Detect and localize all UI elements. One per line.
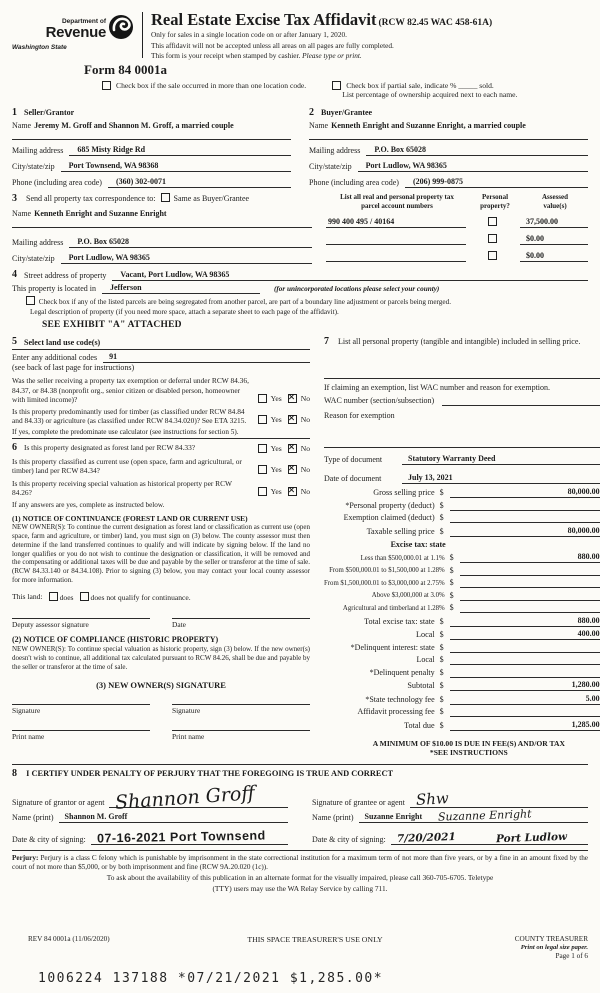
logo-state-text: Washington State: [12, 44, 67, 51]
header-divider: [142, 12, 143, 58]
logo-revenue-text: Revenue: [45, 23, 106, 41]
grantee-city: Port Ludlow: [495, 831, 567, 846]
calculator-note: If yes, complete the predominate use calculator (see instructions for section 5).: [12, 428, 310, 439]
header-note-1: Only for sales in a single location code on or after January 1, 2020.: [151, 30, 347, 39]
grantee-date: 7/20/2021: [396, 831, 456, 846]
buyer-name-label: Name: [309, 121, 329, 131]
partial-sale-label: Check box if partial sale, indicate % _____ sold.: [346, 80, 494, 90]
no-checkbox: [288, 415, 297, 424]
parcel-row: [326, 234, 588, 245]
buyer-grantee-section: [309, 107, 588, 189]
seller-mailing-label: Mailing address: [12, 146, 64, 156]
agricultural-row: Agricultural and timberland at 1.28% $: [324, 603, 600, 613]
section-5-number: 5: [12, 335, 17, 347]
county-value: Jefferson: [102, 283, 260, 294]
same-as-buyer-checkbox: [161, 193, 170, 202]
total-excise-state-row: Total excise tax: state $ 880.00: [324, 616, 600, 627]
treasurer-stamp: 1006224 137188 *07/21/2021 $1,285.00*: [38, 970, 384, 986]
delinquent-penalty-row: *Delinquent penalty $: [324, 668, 600, 678]
exemption-note: If claiming an exemption, list WAC number and reason for exemption.: [324, 383, 551, 393]
tier1-row: Less than $500,000.01 at 1.1% $ 880.00: [324, 552, 600, 563]
seller-grantor-section: [12, 107, 291, 189]
seller-phone-label: Phone (including area code): [12, 178, 102, 188]
divider: [324, 378, 600, 379]
correspondence-mailing-label: Mailing address: [12, 237, 64, 247]
subtotal-row: Subtotal $ 1,280.00: [324, 680, 600, 691]
yes-checkbox: [258, 444, 267, 453]
parcel-number-value: [326, 244, 466, 245]
correspondence-section: [12, 193, 312, 264]
buyer-name-value: Kenneth Enright and Suzanne Enright, a married couple: [331, 121, 526, 131]
grantee-print-name: Suzanne Enright: [364, 812, 423, 822]
type-of-document-label: Type of document: [324, 455, 383, 465]
left-column: [12, 336, 310, 758]
no-label: No: [300, 415, 310, 425]
exemption-question: Was the seller receiving a property tax exemption or deferral under RCW 84.36, 84.37, or 84.38 (nonprofit org., senior citizen or disabled person, homeowner with limited income)?: [12, 376, 249, 404]
total-due-row: Total due $ 1,285.00: [324, 720, 600, 731]
tier2-row: From $500,000.01 to $1,500,000 at 1.28% $: [324, 566, 600, 576]
grantor-signature-label: Signature of grantor or agent: [12, 798, 105, 808]
forest-land-question: Is this property designated as forest land per RCW 84.33?: [24, 442, 196, 452]
personal-property-col-header: Personal property?: [480, 193, 510, 210]
yes-label: Yes: [270, 415, 282, 425]
header: [12, 8, 588, 60]
reason-for-exemption-label: Reason for exemption: [324, 411, 395, 421]
forest-land-question-row: [12, 442, 310, 455]
date-of-document-value: July 13, 2021: [402, 473, 600, 484]
notice-compliance-body: NEW OWNER(S): To continue special valuation as historic property, sign (3) below. If the new owner(s) doesn't wish to continue, all additional tax calculated pursuant to RCW 84.26, shall be due and payable by the seller or transferor at the time of sale.: [12, 645, 310, 671]
parcel-number-value: 990 400 495 / 40164: [326, 217, 466, 228]
this-land-row: [12, 592, 310, 602]
historic-question-row: [12, 479, 310, 498]
wac-number-value: [442, 396, 600, 406]
grantee-name-handwritten: Suzanne Enright: [437, 807, 532, 825]
segregated-label: Check box if any of the listed parcels are being segregated from another parcel, are part of a boundary line adjustment or parcels being merged.: [38, 298, 451, 307]
yes-label: Yes: [270, 486, 282, 496]
grantee-date-city-label: Date & city of signing:: [312, 835, 386, 845]
parcel-row: [326, 251, 588, 262]
header-note-3: This form is your receipt when stamped by cashier. Please type or print.: [151, 51, 362, 61]
treasurer-use-label: THIS SPACE TREASURER'S USE ONLY: [247, 934, 383, 944]
yes-label: Yes: [270, 443, 282, 453]
delinquent-interest-local-row: Local $: [324, 655, 600, 665]
assessed-value: 37,500.00: [520, 217, 588, 228]
section-7-number: 7: [324, 335, 329, 347]
owner-print-name-line: Print name: [172, 730, 310, 741]
title-rcw: (RCW 82.45 WAC 458-61A): [378, 18, 493, 28]
yes-checkbox: [258, 465, 267, 474]
new-owners-signature-title: (3) NEW OWNER(S) SIGNATURE: [96, 679, 226, 690]
additional-codes-label: Enter any additional codes: [12, 353, 98, 363]
does-checkbox: [49, 592, 58, 601]
partial-sale-sublabel: List percentage of ownership acquired next to each name.: [342, 90, 518, 100]
grantor-date-city-label: Date & city of signing:: [12, 835, 86, 845]
excise-tax-state-header: Excise tax: state: [390, 539, 446, 549]
excise-tax-table: [324, 487, 600, 731]
buyer-phone-value: (206) 999-0875: [405, 177, 588, 188]
grantee-signature-block: [312, 782, 588, 845]
no-label: No: [300, 486, 310, 496]
no-label: No: [300, 443, 310, 453]
street-address-label: Street address of property: [24, 271, 107, 281]
does-not-label: does not qualify for continuance.: [90, 592, 191, 602]
legal-description-label: Legal description of property (if you need more space, attach a separate sheet to each page of the affidavit).: [30, 308, 339, 317]
seller-mailing-value: 685 Misty Ridge Rd: [69, 145, 291, 156]
seller-city-value: Port Townsend, WA 98368: [61, 161, 291, 172]
legal-size-note: Print on legal size paper.: [520, 943, 588, 951]
revenue-swirl-icon: [108, 14, 134, 43]
grantor-signature-block: [12, 782, 288, 845]
does-label: does: [59, 592, 74, 602]
street-address-value: Vacant, Port Ludlow, WA 98365: [112, 270, 588, 281]
footer: [12, 935, 588, 961]
correspondence-name-label: Name: [12, 208, 32, 218]
yes-checkbox: [258, 394, 267, 403]
perjury-body: Perjury is a class C felony which is punishable by imprisonment in the state correctional institution for a maximum term of not more than five years, or by a fine in an amount fixed by the court of not more than $5,000, or by both imprisonment and fine (RCW 9A.20.020 (1c)).: [12, 854, 589, 872]
timber-question: Is this property predominantly used for timber (as classified under RCW 84.84 and 84.33) or agriculture (as classified under RCW 84.34.020)? See ETA 3215.: [12, 407, 247, 426]
seller-city-label: City/state/zip: [12, 162, 55, 172]
see-instructions-note: *SEE INSTRUCTIONS: [429, 748, 508, 758]
parcel-number-value: [326, 261, 466, 262]
section-2-number: 2: [309, 106, 314, 118]
located-in-label: This property is located in: [12, 284, 96, 294]
grantor-date-city: 07-16-2021 Port Townsend: [96, 828, 266, 846]
same-as-buyer-label: Same as Buyer/Grantee: [173, 194, 250, 204]
parcel-table: [326, 193, 588, 264]
buyer-mailing-label: Mailing address: [309, 146, 361, 156]
buyer-phone-label: Phone (including area code): [309, 178, 399, 188]
multi-location-check-row: [102, 81, 306, 100]
county-note: (for unincorporated locations please select your county): [273, 285, 440, 294]
no-checkbox: [288, 465, 297, 474]
taxable-selling-price-row: Taxable selling price $ 80,000.00: [324, 526, 600, 537]
county-treasurer-label: COUNTY TREASURER: [514, 934, 588, 943]
header-note-2: This affidavit will not be accepted unless all areas on all pages are fully completed.: [151, 40, 394, 50]
wac-number-label: WAC number (section/subsection): [324, 396, 435, 406]
section-1-number: 1: [12, 106, 17, 118]
owner-print-name-line: Print name: [12, 730, 150, 741]
assessed-value-col-header: Assessed value(s): [541, 193, 569, 210]
personal-property-heading: List all personal property (tangible and intangible) included in selling price.: [338, 336, 581, 346]
if-yes-note: If any answers are yes, complete as instructed below.: [12, 501, 165, 510]
correspondence-mailing-value: P.O. Box 65028: [69, 237, 312, 248]
notice-compliance-title: (2) NOTICE OF COMPLIANCE (HISTORIC PROPERTY): [12, 635, 219, 645]
yes-label: Yes: [270, 465, 282, 475]
state-technology-fee-row: *State technology fee $ 5.00: [324, 694, 600, 705]
correspondence-city-value: Port Ludlow, WA 98365: [61, 253, 312, 264]
owner-signature-line: Signature: [12, 704, 150, 715]
no-label: No: [300, 465, 310, 475]
codes-note: (see back of last page for instructions): [12, 363, 135, 373]
grantee-signature: Shw: [415, 789, 450, 810]
buyer-mailing-value: P.O. Box 65028: [366, 145, 588, 156]
affidavit-processing-fee-row: Affidavit processing fee $: [324, 707, 600, 717]
grantor-signature: Shannon Groff: [114, 782, 256, 815]
no-label: No: [300, 393, 310, 403]
type-of-document-value: Statutory Warranty Deed: [402, 454, 600, 465]
tier3-row: From $1,500,000.01 to $3,000,000 at 2.75% $: [324, 578, 600, 588]
correspondence-name-value: Kenneth Enright and Suzanne Enright: [34, 208, 167, 218]
grantor-print-name: Shannon M. Groff: [59, 812, 288, 823]
buyer-city-value: Port Ludlow, WA 98365: [358, 161, 588, 172]
dor-logo: [12, 8, 140, 52]
partial-sale-checkbox: [332, 81, 341, 90]
buyer-city-label: City/state/zip: [309, 162, 352, 172]
deputy-assessor-signature-line: Deputy assessor signature: [12, 618, 150, 629]
notice-continuance-body: NEW OWNER(S): To continue the current designation as forest land or classification as current use (open space, farm and agriculture, or timber) land, you must sign on (3) below. The county assessor must then determine if the land transferred continues to qualify and will indicate by signing below. If the land no longer qualifies or you do not wish to continue the designation or classification, it will be removed and the compensating or additional taxes will be due and payable by the seller or transferor at the time of sale. (RCW 84.33.140 or 84.34.108). Prior to signing (3) below, you may contact your local county assessor for more information.: [12, 523, 310, 584]
section-3-number: 3: [12, 193, 17, 205]
exemption-question-row: [12, 376, 310, 404]
tier4-row: Above $3,000,000 at 3.0% $: [324, 591, 600, 601]
perjury-label: Perjury:: [12, 854, 39, 863]
partial-sale-check-row: [332, 81, 517, 100]
multi-location-checkbox: [102, 81, 111, 90]
land-use-heading: Select land use code(s): [24, 338, 101, 348]
parcel-col-header: List all real and personal property tax parcel account numbers: [340, 193, 454, 210]
correspondence-city-label: City/state/zip: [12, 253, 55, 263]
historic-question: Is this property receiving special valuation as historical property per RCW 84.26?: [12, 478, 232, 497]
segregated-checkbox: [26, 296, 35, 305]
additional-codes-value: 91: [103, 352, 310, 363]
assessor-date-line: Date: [172, 618, 310, 629]
personal-property-deduct-row: *Personal property (deduct) $: [324, 501, 600, 511]
buyer-heading: Buyer/Grantee: [321, 107, 373, 117]
owner-signature-line: Signature: [172, 704, 310, 715]
personal-property-checkbox: [488, 251, 497, 260]
yes-checkbox: [258, 487, 267, 496]
section-6-number: 6: [12, 441, 17, 453]
personal-property-checkbox: [488, 217, 497, 226]
grantee-print-name-label: Name (print): [312, 813, 354, 823]
form-number: Form 84 0001a: [84, 62, 168, 78]
local-tax-row: Local $ 400.00: [324, 629, 600, 640]
grantee-signature-label: Signature of grantee or agent: [312, 798, 405, 808]
gross-selling-price-row: Gross selling price $ 80,000.00: [324, 487, 600, 498]
exemption-claimed-row: Exemption claimed (deduct) $: [324, 513, 600, 523]
seller-name-value: Jeremy M. Groff and Shannon M. Groff, a married couple: [34, 121, 234, 131]
property-address-section: [12, 269, 588, 334]
alternate-format-note: To ask about the availability of this publication in an alternate format for the visually impaired, please call 360-705-6705. Teletype: [106, 873, 494, 883]
seller-heading: Seller/Grantor: [24, 107, 75, 117]
right-column: [324, 336, 600, 758]
multi-location-label: Check box if the sale occurred in more than one location code.: [116, 80, 307, 90]
delinquent-interest-state-row: *Delinquent interest: state $: [324, 643, 600, 653]
no-checkbox: [288, 487, 297, 496]
personal-property-checkbox: [488, 234, 497, 243]
yes-label: Yes: [270, 393, 282, 403]
page-indicator: Page 1 of 6: [555, 951, 588, 960]
section-8-number: 8: [12, 767, 17, 779]
timber-question-row: [12, 407, 310, 426]
divider: [324, 447, 600, 448]
parcel-row: [326, 217, 588, 228]
section-4-number: 4: [12, 268, 17, 280]
legal-description-value: SEE EXHIBIT "A" ATTACHED: [42, 320, 182, 331]
yes-checkbox: [258, 415, 267, 424]
grantor-print-name-label: Name (print): [12, 813, 54, 823]
tty-note: (TTY) users may use the WA Relay Service by calling 711.: [212, 883, 388, 893]
current-use-question-row: [12, 457, 310, 476]
certification-section: [12, 764, 588, 846]
seller-phone-value: (360) 302-0071: [108, 177, 291, 188]
minimum-fee-note: A MINIMUM OF $10.00 IS DUE IN FEE(S) AND/OR TAX: [372, 738, 565, 748]
seller-name-label: Name: [12, 121, 32, 131]
form-revision: REV 84 0001a (11/06/2020): [28, 934, 110, 943]
logo-dept-text: Department of: [61, 17, 106, 25]
no-checkbox: [288, 394, 297, 403]
page-title: Real Estate Excise Tax Affidavit: [151, 10, 377, 29]
does-not-checkbox: [80, 592, 89, 601]
assessed-value: $0.00: [520, 251, 588, 262]
current-use-question: Is this property classified as current use (open space, farm and agricultural, or timber) land per RCW 84.34?: [12, 457, 242, 476]
no-checkbox: [288, 444, 297, 453]
date-of-document-label: Date of document: [324, 474, 382, 484]
perjury-section: [12, 850, 588, 893]
notice-continuance-title: (1) NOTICE OF CONTINUANCE (FOREST LAND OR CURRENT USE): [12, 514, 248, 524]
this-land-label: This land:: [12, 592, 43, 602]
assessed-value: $0.00: [520, 234, 588, 245]
certify-statement: I CERTIFY UNDER PENALTY OF PERJURY THAT THE FOREGOING IS TRUE AND CORRECT: [26, 768, 394, 778]
correspondence-heading: Send all property tax correspondence to:: [26, 194, 156, 204]
